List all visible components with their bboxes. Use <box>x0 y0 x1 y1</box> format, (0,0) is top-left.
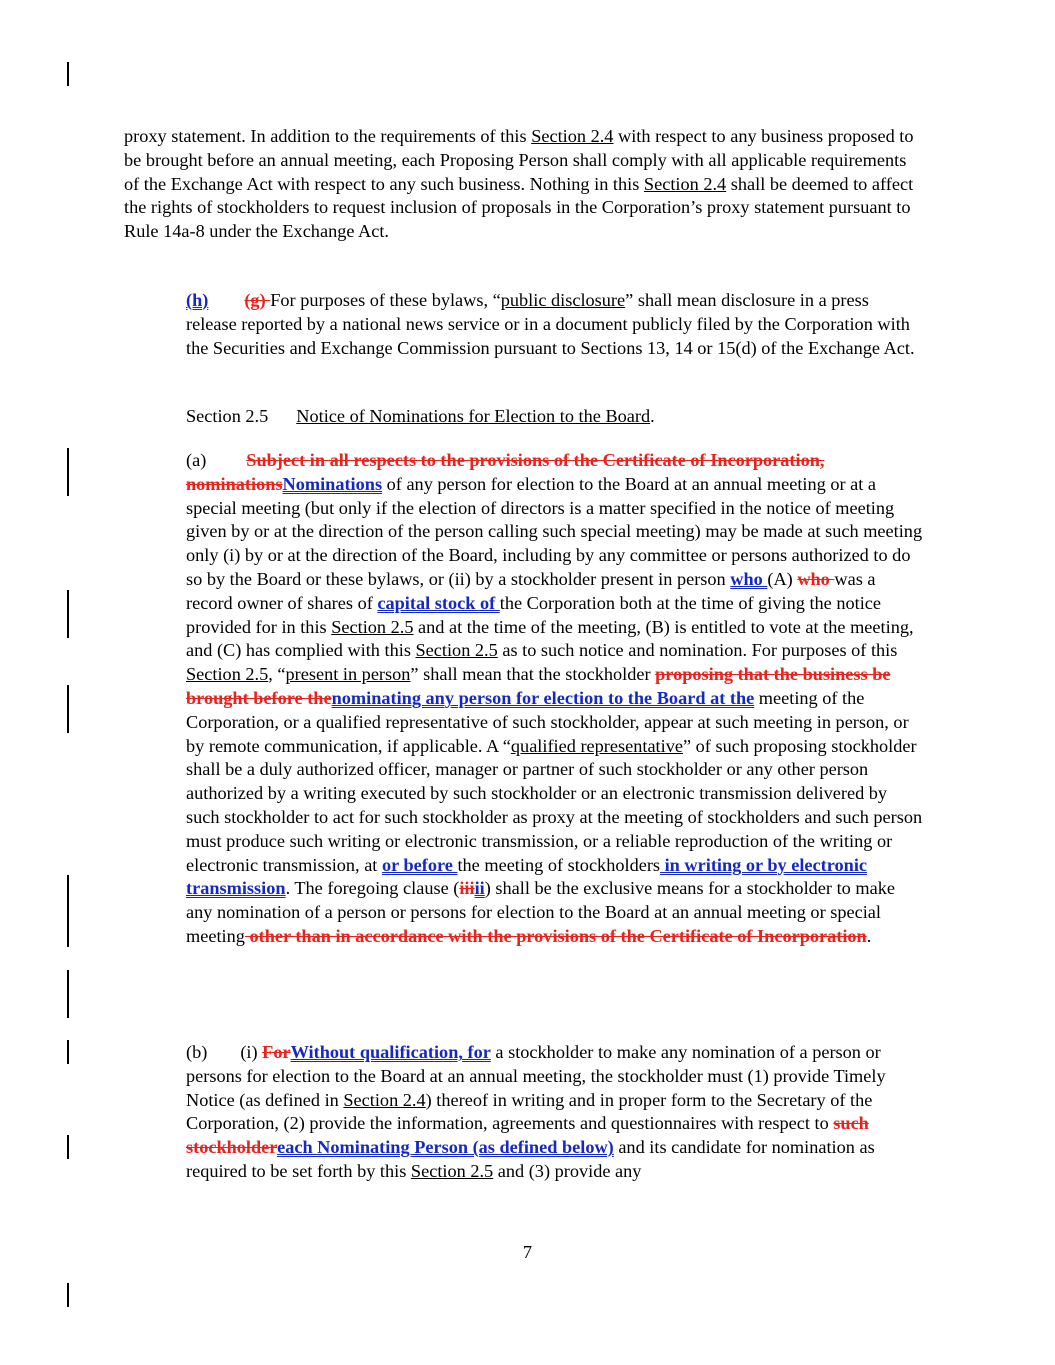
deleted-text: who <box>797 568 835 589</box>
paragraph-public-disclosure <box>124 289 924 360</box>
text-run: with respect to any business proposed to be brought before an annual meeting, each Proposing Person shall comply with all applicable requirements of the Exchange Act with respect to any such business. Nothing in this <box>124 126 914 194</box>
section-reference: Section 2.4 <box>643 173 727 194</box>
deleted-text: other than in accordance with the provisions of the Certificate of Incorporation <box>244 925 867 946</box>
text-run: a stockholder to make any nomination of a person or persons for election to the Board at an annual meeting, the stockholder must (1) provide Timely Notice (as defined in <box>186 1042 886 1110</box>
subparagraph-label: (i) <box>240 1042 263 1062</box>
paragraph-proxy-statement <box>124 125 924 244</box>
inserted-text: each Nominating Person (as defined below) <box>277 1137 614 1158</box>
text-run: as to such notice and nomination. For purposes of this <box>497 640 898 661</box>
change-bar <box>67 1040 69 1064</box>
section-reference: Section 2.4 <box>343 1089 426 1110</box>
change-bar <box>67 1283 69 1307</box>
section-reference: Section 2.5 <box>331 616 414 637</box>
text-run: ” shall mean that the stockholder <box>410 664 656 685</box>
text-run: meeting of the Corporation, or a qualified representative of such stockholder, appear at such meeting in person, or by remote communication, if applicable. A “ <box>186 687 909 756</box>
inserted-text: capital stock of <box>377 592 500 613</box>
text-run: ) thereof in writing and in proper form to the Secretary of the Corporation, (2) provide the information, agreements and questionnaires with respect to <box>186 1089 873 1134</box>
text-run: and (3) provide any <box>493 1160 642 1181</box>
deleted-text: (g) <box>244 290 271 310</box>
text-run: . <box>866 925 872 946</box>
section-title: Notice of Nominations for Election to the Board <box>296 406 651 426</box>
inserted-text: ii <box>474 878 485 899</box>
change-bar <box>67 875 69 947</box>
text-run: and at the time of the meeting, (B) is entitled to vote at the meeting, and (C) has complied with this <box>186 616 914 661</box>
change-bar <box>67 1135 69 1159</box>
deleted-text: Subject in all respects to the provisions of the Certificate of Incorporation, nominations <box>186 450 825 494</box>
text-run: . The foregoing clause ( <box>285 878 460 899</box>
inserted-text: or before <box>381 854 458 875</box>
text-run: (A) <box>767 568 798 589</box>
deleted-text: such stockholder <box>186 1113 869 1158</box>
inserted-text: in writing or by electronic transmission <box>186 854 868 899</box>
page-number: 7 <box>522 1242 533 1262</box>
section-reference: Section 2.5 <box>410 1160 494 1181</box>
text-run: ” shall mean disclosure in a press release reported by a national news service or in a document publicly filed by the Corporation with the Securities and Exchange Commission pursuant to Sections 13, 14 or 15(d) of the Exchange Act. <box>186 290 915 358</box>
defined-term: public disclosure <box>500 290 626 310</box>
deleted-text: proposing that the business be brought before the <box>186 664 891 708</box>
section-heading <box>124 405 924 429</box>
section-number: Section 2.5 <box>186 406 269 426</box>
change-bar <box>67 448 69 496</box>
text-run: , “ <box>268 664 286 685</box>
text-run: the Corporation both at the time of giving the notice provided for in this <box>186 592 882 637</box>
text-run: . <box>650 406 655 426</box>
change-bar <box>67 62 69 86</box>
change-bar <box>67 685 69 733</box>
text-run: ) shall be the exclusive means for a stockholder to make any nomination of a person or persons for election to the Board at an annual meeting or special meeting <box>186 878 895 946</box>
inserted-text: (h) <box>186 290 209 310</box>
inserted-text: Nominations <box>282 473 383 494</box>
section-reference: Section 2.5 <box>415 640 498 661</box>
section-reference: Section 2.5 <box>186 664 269 685</box>
change-bar <box>67 590 69 638</box>
text-run: and its candidate for nomination as required to be set forth by this <box>186 1137 875 1181</box>
deleted-text: iii <box>459 878 475 899</box>
text-run: the meeting of stockholders <box>457 854 661 875</box>
text-run: was a record owner of shares of <box>186 568 876 613</box>
text-run: For purposes of these bylaws, “ <box>270 290 501 310</box>
text-run: shall be deemed to affect the rights of stockholders to request inclusion of proposals in the Corporation’s proxy statement pursuant to Rule 14a-8 under the Exchange Act. <box>124 173 914 242</box>
paragraph-label: (b) <box>186 1042 208 1062</box>
paragraph-b <box>124 1041 924 1184</box>
inserted-text: Without qualification, for <box>290 1042 491 1062</box>
text-run: of any person for election to the Board at an annual meeting or at a special meeting (but only if the election of directors is a matter specified in the notice of meeting given by or at the direction of the person calling such special meeting) may be made at such meeting only (i) by or at the direction of the Board, including by any committee or persons authorized to do so by the Board or these bylaws, or (ii) by a stockholder present in person <box>186 473 923 589</box>
defined-term: present in person <box>285 664 411 685</box>
text-run: ” of such proposing stockholder shall be a duly authorized officer, manager or partner of such stockholder or any other person authorized by a writing executed by such stockholder or an electronic transmission delivered by such stockholder to act for such stockholder as proxy at the meeting of stockholders and such person must produce such writing or electronic transmission, or a reliable reproduction of the writing or electronic transmission, at <box>186 735 923 875</box>
change-bar <box>67 970 69 1018</box>
paragraph-a <box>124 449 924 949</box>
section-reference: Section 2.4 <box>531 126 614 146</box>
paragraph-label: (a) <box>186 450 207 470</box>
defined-term: qualified representative <box>510 735 683 756</box>
inserted-text: who <box>730 568 768 589</box>
text-run: proxy statement. In addition to the requirements of this <box>124 126 532 146</box>
deleted-text: For <box>262 1042 291 1062</box>
inserted-text: nominating any person for election to the Board at the <box>331 687 755 708</box>
